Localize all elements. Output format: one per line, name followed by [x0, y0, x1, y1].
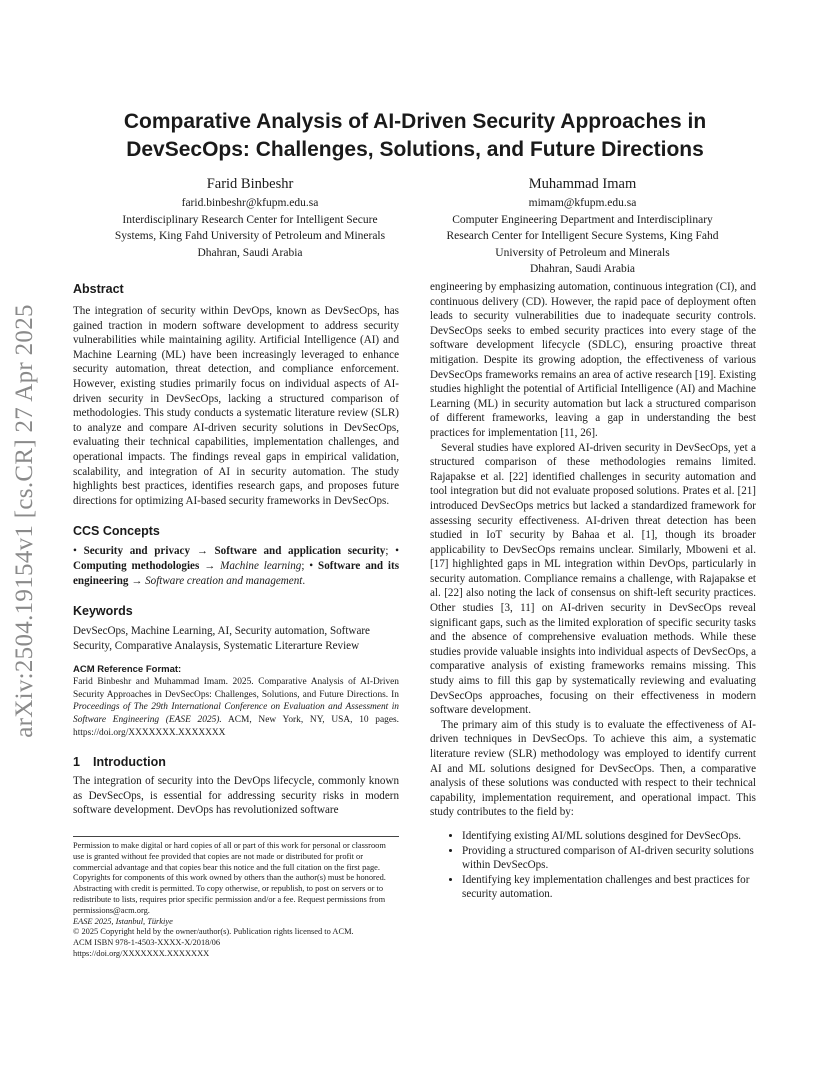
ccs-concepts	[73, 544, 399, 588]
author-affiliation-line: Research Center for Intelligent Secure Systems, King Fahd	[446, 230, 719, 242]
section-number: 1	[73, 755, 80, 770]
acm-reference-authors: Farid Binbeshr and Muhammad Imam. 2025. Comparative Analysis of AI-Driven Security Approaches in DevSecOps: Challenges, Solutions, and Future Directions. In	[73, 677, 399, 700]
author-affiliation-line: Computer Engineering Department and Interdisciplinary	[452, 213, 713, 226]
abstract-text: The integration of security within DevOps, known as DevSecOps, has gained traction in modern software development to address security vulnerabilities while maintaining agility. Artificial Intelligence (AI) and Machine Learning (ML) have been increasingly leveraged to enhance security automation, threat detection, and compliance enforcement. However, existing studies primarily focus on individual aspects of AI-driven security in DevSecOps, lacking a structured comparison of methodologies. This study conducts a systematic literature review (SLR) to analyze and compare AI-driven security solutions in DevSecOps, evaluating their technical capabilities, implementation challenges, and operational impacts. The findings reveal gaps in empirical validation, scalability, and integration of AI in security automation. The study highlights best practices, identifies research gaps, and proposes future directions for optimizing AI-based security frameworks in DevSecOps.	[73, 305, 399, 507]
ccs-sub-software-creation: Software creation and management	[145, 574, 303, 587]
ccs-separator: ;	[385, 545, 389, 558]
left-column	[73, 280, 399, 818]
arxiv-identifier-text: arXiv:2504.19154v1 [cs.CR] 27 Apr 2025	[11, 304, 38, 738]
venue-text	[73, 917, 399, 928]
intro-paragraph-1-continued: engineering by emphasizing automation, continuous integration (CI), and continuous delivery (CD). However, the rapid pace of deployment often leads to security vulnerabilities due to inadequate security controls. DevSecOps seeks to embed security practices into every stage of the software development lifecycle (SDLC), ensuring proactive threat mitigation. Despite its growing adoption, the effectiveness of various DevSecOps frameworks remains an area of active research [19]. Existing studies highlight the potential of Artificial Intelligence (AI) and Machine Learning (ML) in security automation but lack a structured comparison of different frameworks, leaving a gap in understanding the best practices for implementation [11, 26].	[430, 281, 756, 439]
author-affiliation-line: Dhahran, Saudi Arabia	[197, 246, 303, 259]
abstract-heading: Abstract	[73, 282, 124, 296]
intro-paragraph-1-start: The integration of security into the DevOps lifecycle, commonly known as DevSecOps, is essential for addressing security risks in modern software development. DevOps has revolutionized software	[73, 775, 399, 817]
ccs-sub-software-security: Software and application security	[214, 545, 386, 558]
keywords-text: DevSecOps, Machine Learning, AI, Security automation, Software Security, Comparative Analaysis, Systematic Literarture Review	[73, 625, 370, 652]
author-name: Farid Binbeshr	[206, 176, 294, 192]
ccs-heading: CCS Concepts	[73, 524, 160, 539]
contributions-list	[430, 829, 756, 902]
ccs-separator: ;	[301, 559, 305, 572]
list-item: • Identifying existing AI/ML solutions desgined for DevSecOps.	[462, 829, 756, 844]
author-block-2	[410, 175, 755, 278]
author-affiliation-line: Interdisciplinary Research Center for Intelligent Secure	[122, 213, 378, 226]
acm-reference-tail: ACM, New York, NY, USA, 10 pages. https://doi.org/XXXXXXX.XXXXXXX	[73, 715, 399, 738]
ccs-bullet: •	[395, 545, 400, 558]
intro-paragraph-2: Several studies have explored AI-driven security in DevSecOps, yet a structured comparison of these methodologies remains limited. Rajapakse et al. [22] identified challenges in security automation and tool integration but did not evaluate proposed solutions. Prates et al. [21] introduced DevSecOps metrics but lacked a standardized framework for assessing security effectiveness. AI-driven threat detection has been studied in IoT security by Bahaa et al. [1], though its broader applicability to DevSecOps remains unclear. Similarly, Mboweni et al. [17] highlighted gaps in ML integration within DevOps, particularly in security automation. Compliance remains a challenge, with Rajapakse et al. [22] also noting the lack of consensus on shift-left security practices. Other studies [3, 11] on AI-driven security in DevSecOps reveal significant gaps, such as the limited exploration of specific security tasks and the absence of comprehensive evaluation methods. While these studies provide valuable insights into individual aspects of DevSecOps, a comparative analysis of existing frameworks remains missing. This study aims to fill this gap by systematically reviewing and evaluating DevSecOps approaches, focusing on their effectiveness in modern software development.	[430, 441, 756, 717]
ccs-bullet: •	[309, 559, 314, 572]
ccs-arrow: →	[128, 574, 146, 587]
acm-reference-heading: ACM Reference Format:	[73, 664, 182, 676]
author-name: Muhammad Imam	[528, 176, 637, 192]
ccs-arrow: →	[190, 545, 215, 558]
ccs-separator: .	[302, 574, 306, 587]
author-email[interactable]: mimam@kfupm.edu.sa	[528, 197, 637, 209]
author-block-1	[80, 175, 420, 261]
isbn-text: ACM ISBN 978-1-4503-XXXX-X/2018/06	[73, 938, 221, 948]
ccs-item-computing-methodologies: Computing methodologies	[73, 559, 200, 572]
ccs-item-security-privacy: Security and privacy	[83, 545, 191, 558]
author-affiliation-line: Systems, King Fahd University of Petroleum and Minerals	[114, 230, 386, 242]
permission-footnote	[73, 836, 399, 960]
permission-text: Permission to make digital or hard copies of all or part of this work for personal or classroom use is granted without fee provided that copies are not made or distributed for profit or commercial advantage and that copies bear this notice and the full citation on the first page. Copyrights for components of this work owned by others than the author(s) must be honored. Abstracting with credit is permitted. To copy otherwise, or republish, to post on servers or to redistribute to lists, requires prior specific permission and/or a fee. Request permissions from permissions@acm.org.	[73, 841, 386, 915]
section-title: Introduction	[93, 755, 166, 770]
ccs-bullet: •	[73, 545, 77, 558]
ccs-item-software-engineering: Software and its engineering	[73, 559, 400, 587]
list-item: • Providing a structured comparison of AI-driven security solutions within DevSecOps.	[462, 844, 756, 873]
keywords-heading: Keywords	[73, 604, 133, 619]
ccs-arrow: →	[199, 559, 221, 572]
acm-reference-proceedings: Proceedings of The 29th International Conference on Evaluation and Assessment in Software Engineering (EASE 2025).	[73, 702, 399, 726]
author-affiliation-line: Dhahran, Saudi Arabia	[529, 263, 636, 275]
paper-title: Comparative Analysis of AI-Driven Security Approaches in DevSecOps: Challenges, Solutions, and Future Directions	[123, 110, 707, 161]
acm-reference-text	[73, 676, 399, 739]
right-column	[430, 280, 756, 902]
list-item: • Identifying key implementation challenges and best practices for security automation.	[462, 873, 756, 902]
doi-link[interactable]: https://doi.org/XXXXXXX.XXXXXXX	[73, 948, 210, 958]
arxiv-identifier	[2, 286, 48, 756]
intro-paragraph-3: The primary aim of this study is to evaluate the effectiveness of AI-driven techniques in DevSecOps. To achieve this aim, a systematic literature review (SLR) methodology was employed to identify current AI and ML solutions designed for DevSecOps. Then, a comparative analysis of these solutions was conducted with respect to their technical capability, implementation requirement, and operational impact. This study contributes to the field by:	[430, 718, 756, 819]
author-affiliation-line: University of Petroleum and Minerals	[495, 246, 670, 259]
ccs-sub-machine-learning: Machine learning	[220, 559, 302, 572]
introduction-heading	[73, 753, 399, 771]
venue-name: EASE 2025, Istanbul, Türkiye	[73, 916, 173, 926]
copyright-text: © 2025 Copyright held by the owner/author(s). Publication rights licensed to ACM.	[73, 927, 354, 937]
author-email[interactable]: farid.binbeshr@kfupm.edu.sa	[181, 197, 319, 209]
